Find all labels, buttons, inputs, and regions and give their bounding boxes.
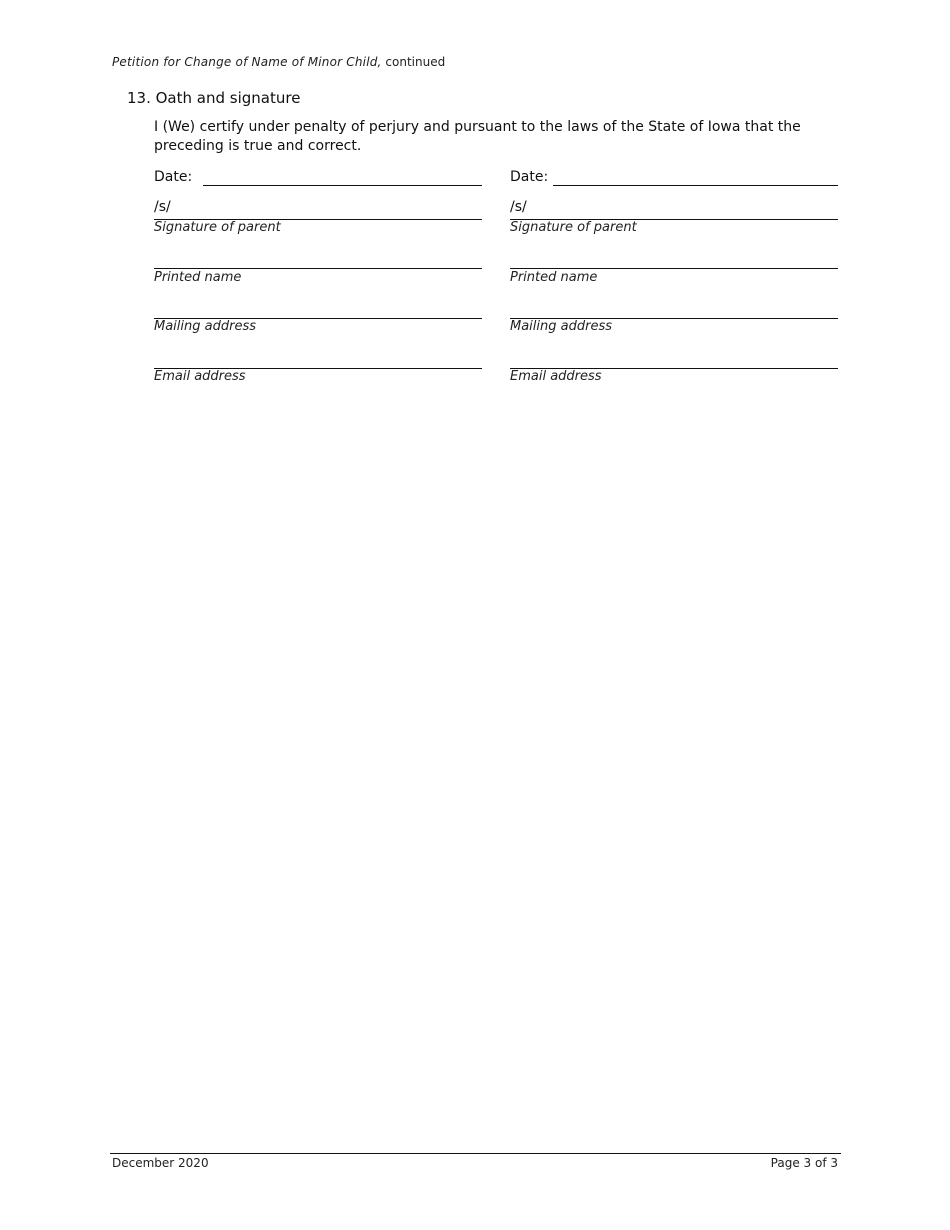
page-header [112,55,445,69]
parent-1-date-label: Date: [154,169,193,185]
form-title: Petition for Change of Name of Minor Child, [112,55,382,69]
parent-2-printed-name-label: Printed name [510,270,598,285]
parent-1-printed-name-label: Printed name [154,270,242,285]
parent-2-signature-value: /s/ [510,199,527,215]
parent-2-date-label: Date: [510,169,549,185]
section-title: 13. Oath and signature [127,89,301,107]
continued-label: continued [381,55,446,69]
footer-divider [110,1153,841,1154]
footer-date: December 2020 [112,1156,209,1170]
oath-statement: I (We) certify under penalty of perjury and pursuant to the laws of the State of Iowa that the preceding is true and correct. [154,119,801,154]
parent-2-printed-name-field[interactable] [510,268,838,269]
parent-1-signature-value: /s/ [154,199,171,215]
parent-1-mailing-address-label: Mailing address [154,319,257,334]
parent-2-date-field[interactable] [553,185,838,186]
parent-1-printed-name-field[interactable] [154,268,482,269]
page-number: Page 3 of 3 [770,1156,838,1170]
parent-2-mailing-address-label: Mailing address [510,319,613,334]
parent-2-signature-label: Signature of parent [510,220,637,235]
parent-1-signature-label: Signature of parent [154,220,281,235]
parent-1-date-field[interactable] [203,185,482,186]
parent-1-email-address-label: Email address [154,369,246,384]
parent-2-email-address-label: Email address [510,369,602,384]
